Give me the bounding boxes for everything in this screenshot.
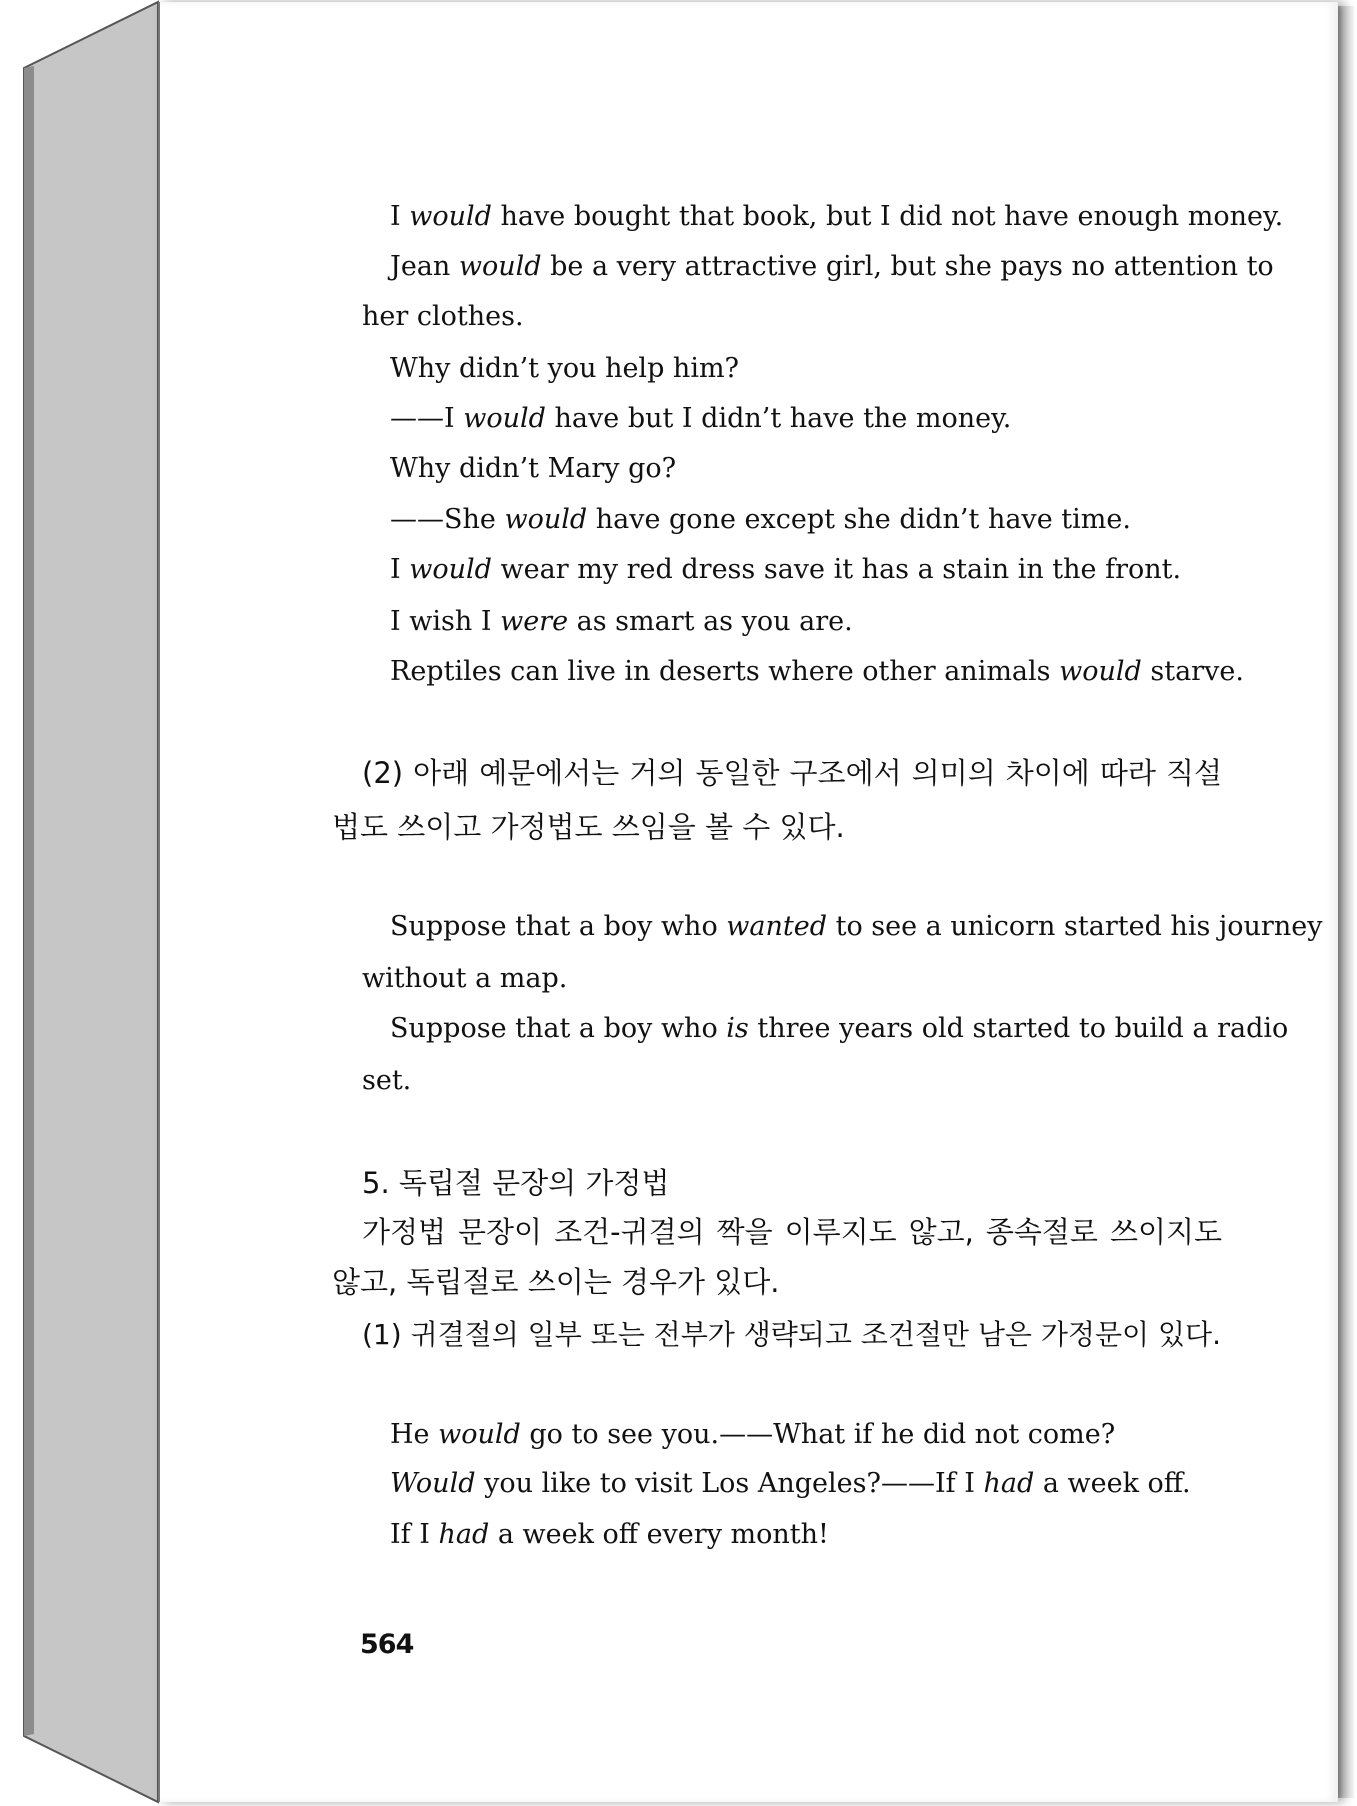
body-paragraph-line: (2) 아래 예문에서는 거의 동일한 구조에서 의미의 차이에 따라 직설 bbox=[362, 756, 1222, 790]
example-line: Suppose that a boy who wanted to see a unicorn started his journey bbox=[390, 911, 1323, 942]
page-right-edge bbox=[1336, 6, 1354, 1798]
example-line: ——She would have gone except she didn’t have time. bbox=[390, 504, 1131, 535]
example-line: Jean would be a very attractive girl, but she pays no attention to bbox=[390, 251, 1274, 282]
section-heading: 5. 독립절 문장의 가정법 bbox=[362, 1166, 670, 1200]
example-line: Suppose that a boy who is three years old started to build a radio bbox=[390, 1013, 1289, 1044]
example-line: ——I would have but I didn’t have the money. bbox=[390, 403, 1012, 434]
example-line: set. bbox=[362, 1065, 412, 1096]
example-line: without a map. bbox=[362, 963, 568, 994]
example-line: Reptiles can live in deserts where other animals would starve. bbox=[390, 656, 1244, 687]
example-line: Would you like to visit Los Angeles?——If I had a week off. bbox=[390, 1468, 1191, 1499]
example-line: He would go to see you.——What if he did not come? bbox=[390, 1419, 1116, 1450]
body-paragraph-line: (1) 귀결절의 일부 또는 전부가 생략되고 조건절만 남은 가정문이 있다. bbox=[362, 1318, 1221, 1351]
example-line: Why didn’t you help him? bbox=[390, 353, 740, 384]
example-line: her clothes. bbox=[362, 301, 524, 332]
example-line: I would wear my red dress save it has a stain in the front. bbox=[390, 554, 1182, 585]
example-line: I wish I were as smart as you are. bbox=[390, 606, 853, 637]
body-paragraph-line: 가정법 문장이 조건-귀결의 짝을 이루지도 않고, 종속절로 쓰이지도 bbox=[362, 1215, 1222, 1249]
example-line: I would have bought that book, but I did not have enough money. bbox=[390, 201, 1284, 232]
page-number: 564 bbox=[360, 1629, 414, 1660]
example-line: If I had a week off every month! bbox=[390, 1519, 829, 1550]
body-paragraph-line: 않고, 독립절로 쓰이는 경우가 있다. bbox=[332, 1265, 780, 1299]
example-line: Why didn’t Mary go? bbox=[390, 453, 677, 484]
body-paragraph-line: 법도 쓰이고 가정법도 쓰임을 볼 수 있다. bbox=[332, 810, 845, 844]
